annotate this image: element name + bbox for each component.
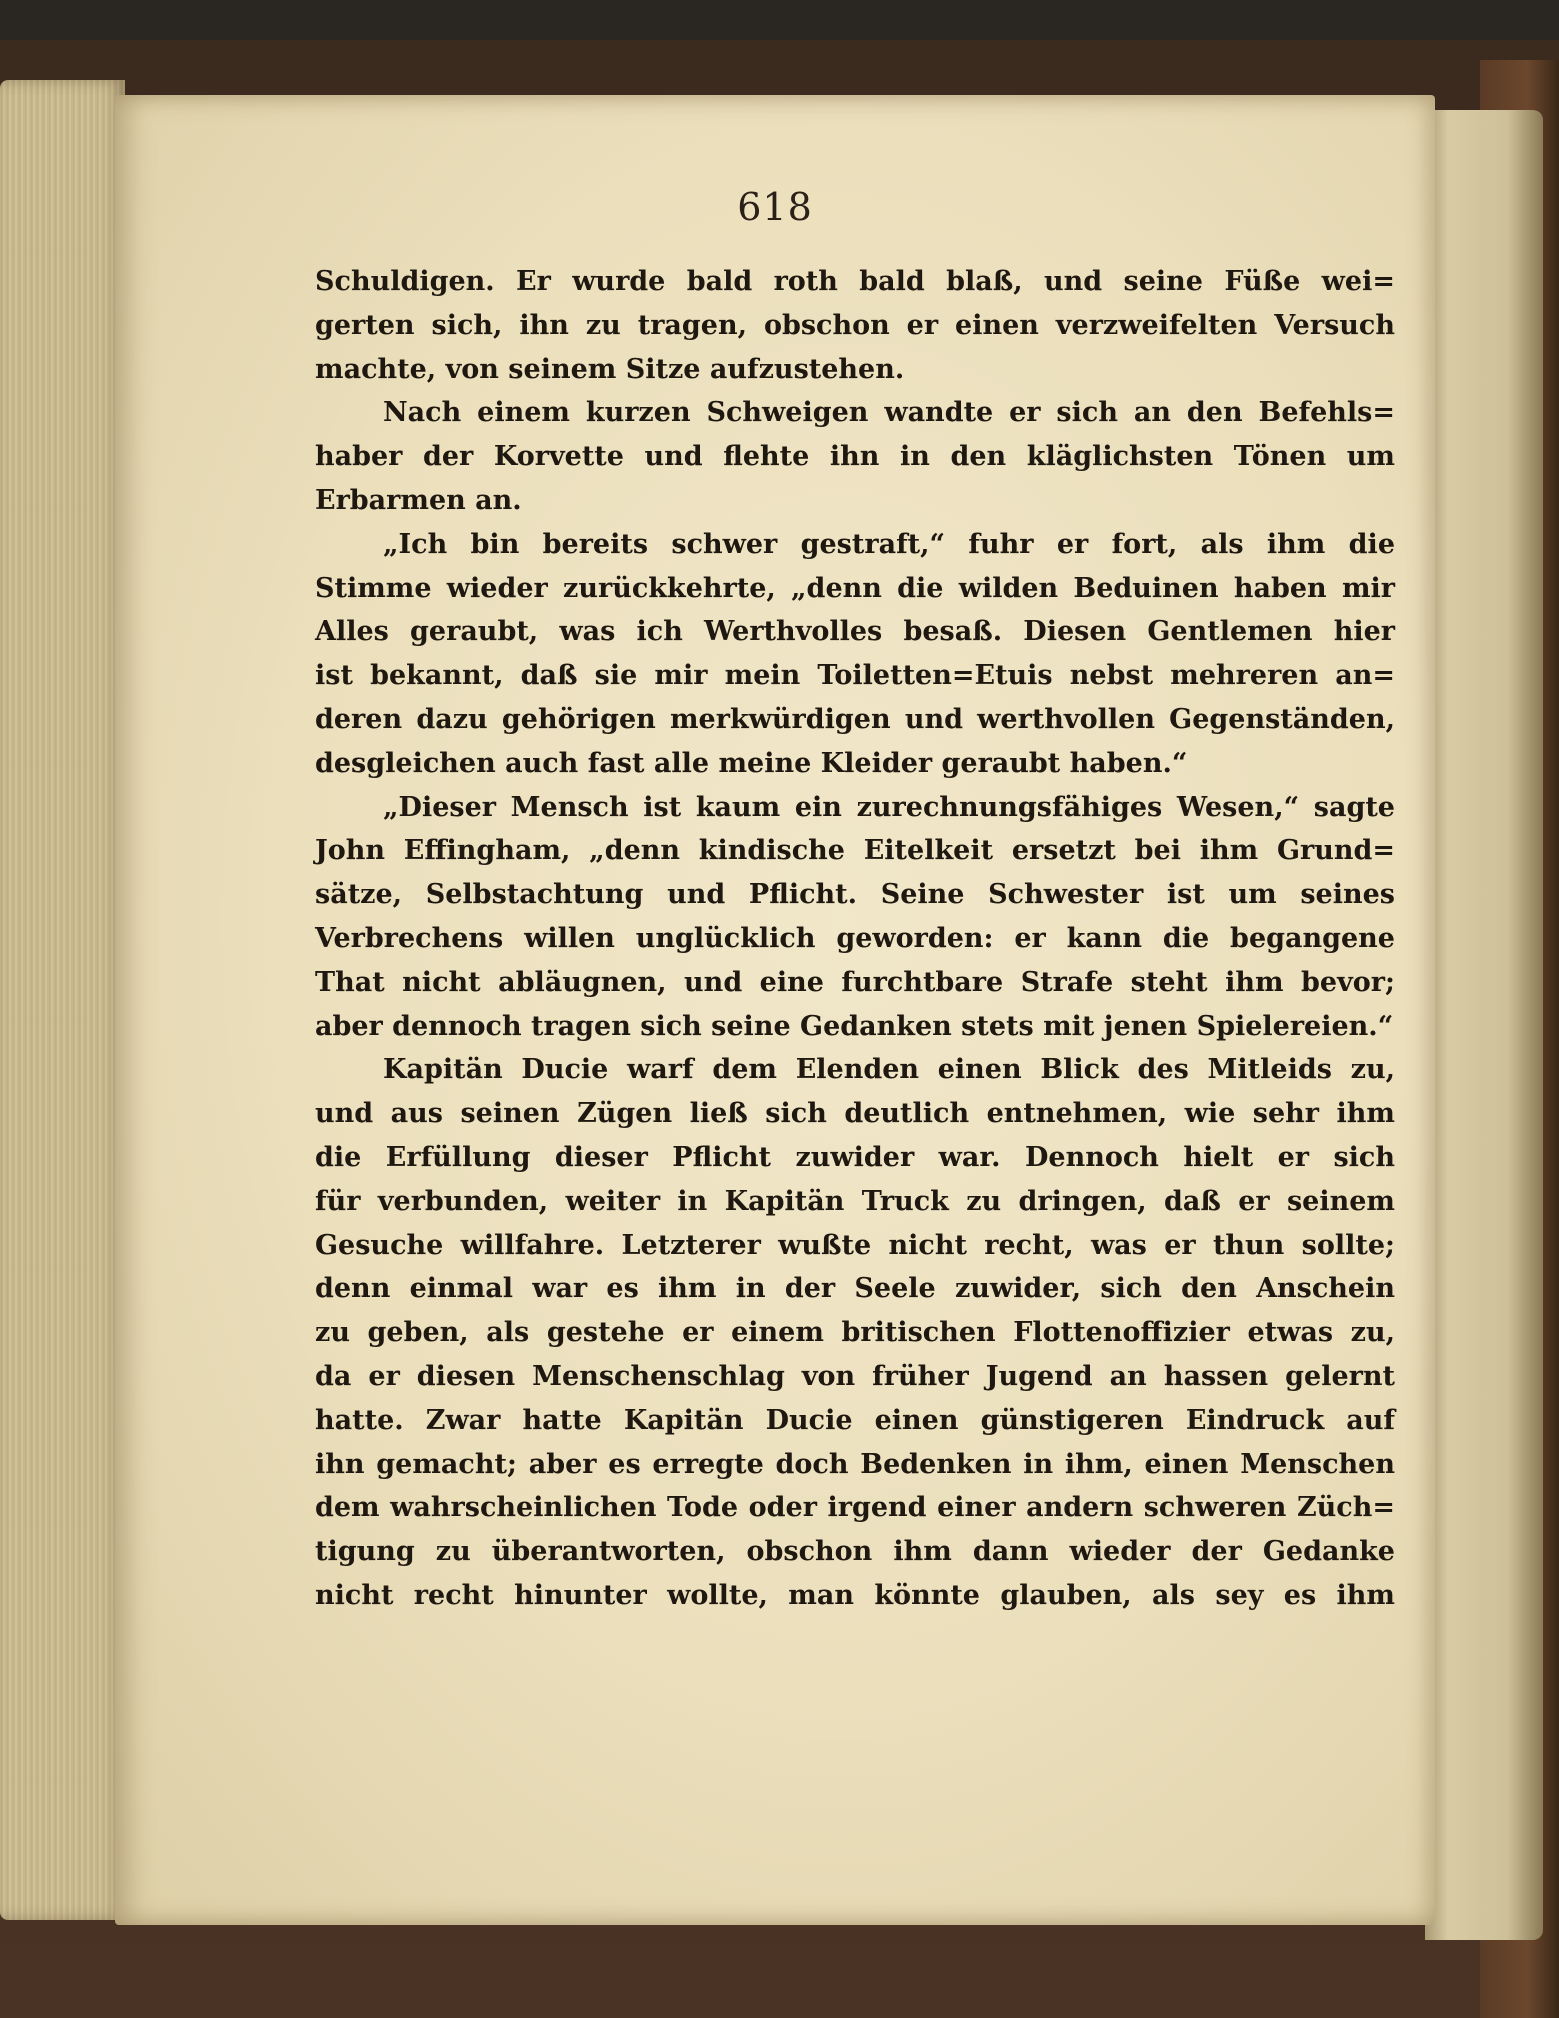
text-line: denn einmal war es ihm in der Seele zuwider, sich den Anschein — [315, 1273, 1395, 1305]
text-line: „Ich bin bereits schwer gestraft,“ fuhr er fort, als ihm die — [383, 528, 1395, 560]
text-line: und aus seinen Zügen ließ sich deutlich entnehmen, wie sehr ihm — [315, 1098, 1395, 1130]
text-line: Erbarmen an. — [315, 484, 522, 516]
text-line: ihn gemacht; aber es erregte doch Bedenken in ihm, einen Menschen — [315, 1448, 1395, 1480]
text-line: nicht recht hinunter wollte, man könnte glauben, als sey es ihm — [315, 1579, 1395, 1611]
text-line: „Dieser Mensch ist kaum ein zurechnungsfähiges Wesen,“ sagte — [383, 791, 1395, 823]
text-line: aber dennoch tragen sich seine Gedanken stets mit jenen Spielereien.“ — [315, 1010, 1394, 1042]
text-line: gerten sich, ihn zu tragen, obschon er einen verzweifelten Versuch — [315, 309, 1395, 341]
text-line: Gesuche willfahre. Letzterer wußte nicht recht, was er thun sollte; — [315, 1229, 1395, 1261]
text-line: Alles geraubt, was ich Werthvolles besaß. Diesen Gentlemen hier — [315, 616, 1395, 648]
text-line: Kapitän Ducie warf dem Elenden einen Blick des Mitleids zu, — [383, 1054, 1395, 1086]
text-line: zu geben, als gestehe er einem britischen Flottenoffizier etwas zu, — [315, 1317, 1395, 1349]
text-line: hatte. Zwar hatte Kapitän Ducie einen günstigeren Eindruck auf — [315, 1404, 1395, 1436]
text-line: dem wahrscheinlichen Tode oder irgend einer andern schweren Züch= — [315, 1492, 1395, 1524]
facing-page-edge — [1425, 110, 1543, 1940]
text-line: Nach einem kurzen Schweigen wandte er sich an den Befehls= — [383, 397, 1395, 429]
text-line: da er diesen Menschenschlag von früher Jugend an hassen gelernt — [315, 1360, 1395, 1392]
text-line: desgleichen auch fast alle meine Kleider geraubt haben.“ — [315, 747, 1188, 779]
page-body-text — [315, 260, 1395, 1618]
text-line: Verbrechens willen unglücklich geworden: er kann die begangene — [315, 922, 1395, 954]
text-line: die Erfüllung dieser Pflicht zuwider war. Dennoch hielt er sich — [315, 1141, 1395, 1173]
text-line: tigung zu überantworten, obschon ihm dann wieder der Gedanke — [315, 1536, 1395, 1568]
text-line: John Effingham, „denn kindische Eitelkeit ersetzt bei ihm Grund= — [315, 835, 1395, 867]
text-line: That nicht abläugnen, und eine furchtbare Strafe steht ihm bevor; — [315, 966, 1395, 998]
text-line: Stimme wieder zurückkehrte, „denn die wilden Beduinen haben mir — [315, 572, 1395, 604]
page-stack-edge — [0, 80, 125, 1920]
text-line: haber der Korvette und flehte ihn in den kläglichsten Tönen um — [315, 441, 1395, 473]
text-line: sätze, Selbstachtung und Pflicht. Seine Schwester ist um seines — [315, 879, 1395, 911]
page-number: 618 — [737, 185, 813, 229]
text-line: machte, von seinem Sitze aufzustehen. — [315, 353, 905, 385]
book-page — [115, 95, 1435, 1925]
text-line: deren dazu gehörigen merkwürdigen und werthvollen Gegenständen, — [315, 703, 1395, 735]
text-line: für verbunden, weiter in Kapitän Truck zu dringen, daß er seinem — [315, 1185, 1395, 1217]
text-line: ist bekannt, daß sie mir mein Toiletten=Etuis nebst mehreren an= — [315, 660, 1395, 692]
text-line: Schuldigen. Er wurde bald roth bald blaß, und seine Füße wei= — [315, 266, 1395, 297]
